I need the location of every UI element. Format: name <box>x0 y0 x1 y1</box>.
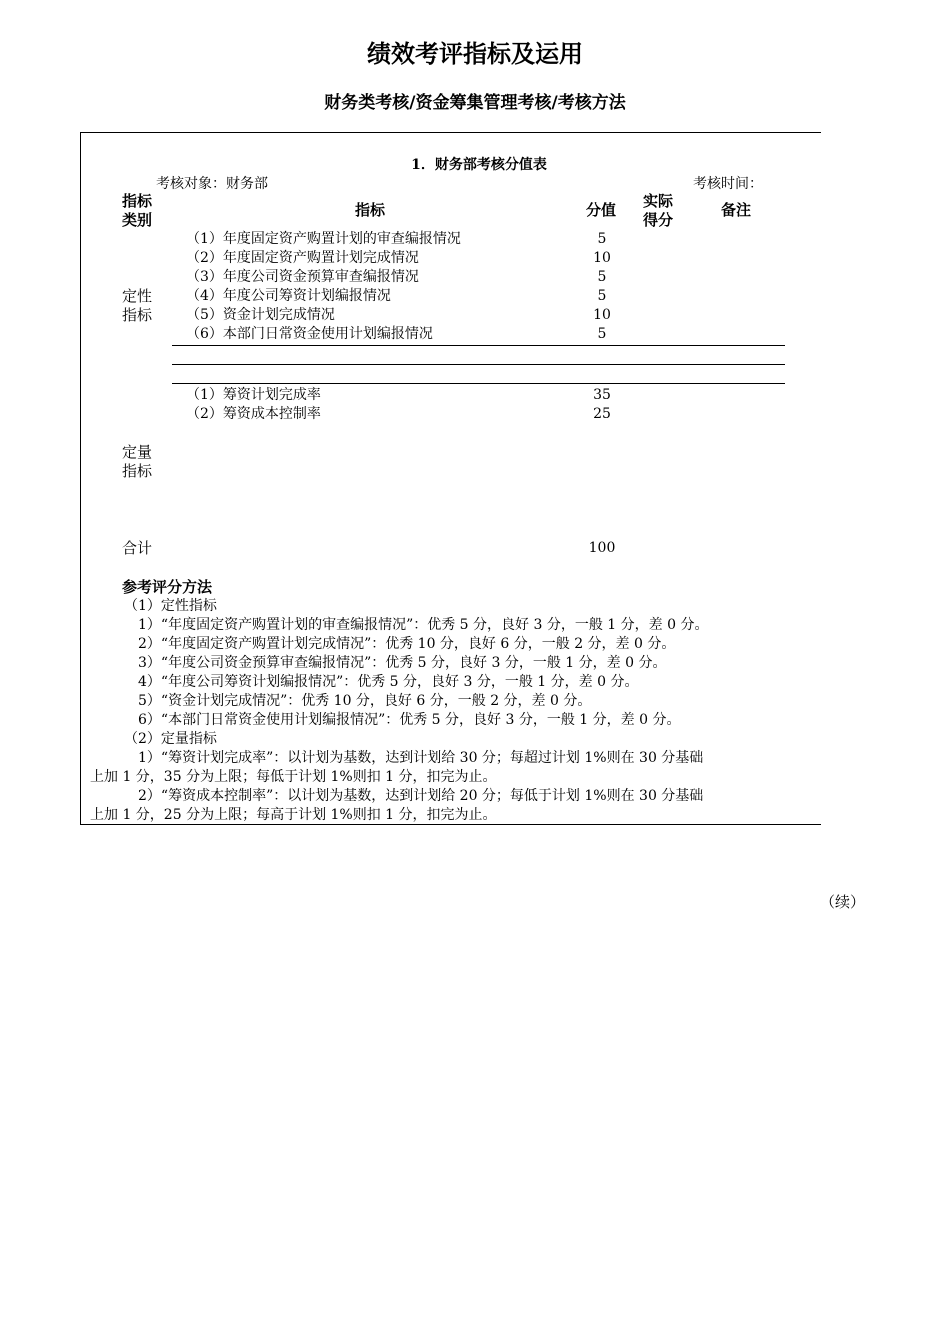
header-category-1: 指标 <box>122 192 153 210</box>
method-item-continuation: 上加 1 分，25 分为上限；每高于计划 1%则扣 1 分，扣完为止。 <box>90 807 497 823</box>
method-item: 1）“年度固定资产购置计划的审查编报情况”：优秀 5 分，良好 3 分，一般 1 分，差 0 分。 <box>138 617 709 633</box>
row-score: 5 <box>597 326 607 342</box>
header-indicator: 指标 <box>355 201 386 219</box>
total-label: 合计 <box>122 539 153 557</box>
page-subtitle: 财务类考核/资金筹集管理考核/考核方法 <box>324 93 626 113</box>
quantitative-label-2: 指标 <box>122 462 153 480</box>
method-item: 2）“筹资成本控制率”：以计划为基数，达到计划给 20 分；每低于计划 1%则在 30 分基础 <box>138 788 704 804</box>
method-section-quantitative: （2）定量指标 <box>124 731 217 747</box>
table-row: （6）本部门日常资金使用计划编报情况 <box>186 326 433 342</box>
row-score: 5 <box>597 231 607 247</box>
page-title: 绩效考评指标及运用 <box>367 39 583 68</box>
divider-line <box>172 345 785 346</box>
table-row: （5）资金计划完成情况 <box>186 307 335 323</box>
header-actual-2: 得分 <box>643 211 674 229</box>
method-item: 3）“年度公司资金预算审查编报情况”：优秀 5 分，良好 3 分，一般 1 分，差 0 分。 <box>138 655 667 671</box>
method-heading: 参考评分方法 <box>122 578 213 596</box>
row-score: 10 <box>593 307 611 323</box>
table-row: （1）筹资计划完成率 <box>186 387 321 403</box>
row-score: 5 <box>597 269 607 285</box>
method-item-continuation: 上加 1 分，35 分为上限；每低于计划 1%则扣 1 分，扣完为止。 <box>90 769 497 785</box>
table-row: （1）年度固定资产购置计划的审查编报情况 <box>186 231 461 247</box>
qualitative-label-2: 指标 <box>122 306 153 324</box>
continued-label: （续） <box>820 893 866 911</box>
time-label: 考核时间： <box>693 176 763 192</box>
quantitative-label-1: 定量 <box>122 443 153 461</box>
table-row: （2）筹资成本控制率 <box>186 406 321 422</box>
total-score: 100 <box>588 540 616 556</box>
method-item: 2）“年度固定资产购置计划完成情况”：优秀 10 分，良好 6 分，一般 2 分，差 0 分。 <box>138 636 676 652</box>
method-section-qualitative: （1）定性指标 <box>124 598 217 614</box>
table-row: （2）年度固定资产购置计划完成情况 <box>186 250 419 266</box>
divider-line <box>172 364 785 365</box>
target-label: 考核对象：财务部 <box>156 176 268 192</box>
table-caption: 1．财务部考核分值表 <box>411 157 547 173</box>
qualitative-label-1: 定性 <box>122 287 153 305</box>
row-score: 10 <box>593 250 611 266</box>
row-score: 35 <box>593 387 611 403</box>
method-item: 1）“筹资计划完成率”：以计划为基数，达到计划给 30 分；每超过计划 1%则在 30 分基础 <box>138 750 704 766</box>
divider-line <box>172 383 785 384</box>
header-remark: 备注 <box>721 201 752 219</box>
table-row: （3）年度公司资金预算审查编报情况 <box>186 269 419 285</box>
method-item: 6）“本部门日常资金使用计划编报情况”：优秀 5 分，良好 3 分，一般 1 分，差 0 分。 <box>138 712 681 728</box>
header-actual-1: 实际 <box>643 192 674 210</box>
row-score: 5 <box>597 288 607 304</box>
header-score: 分值 <box>586 201 617 219</box>
header-category-2: 类别 <box>122 211 153 229</box>
table-row: （4）年度公司筹资计划编报情况 <box>186 288 391 304</box>
method-item: 4）“年度公司筹资计划编报情况”：优秀 5 分，良好 3 分，一般 1 分，差 0 分。 <box>138 674 639 690</box>
row-score: 25 <box>593 406 611 422</box>
method-item: 5）“资金计划完成情况”：优秀 10 分，良好 6 分，一般 2 分，差 0 分。 <box>138 693 592 709</box>
